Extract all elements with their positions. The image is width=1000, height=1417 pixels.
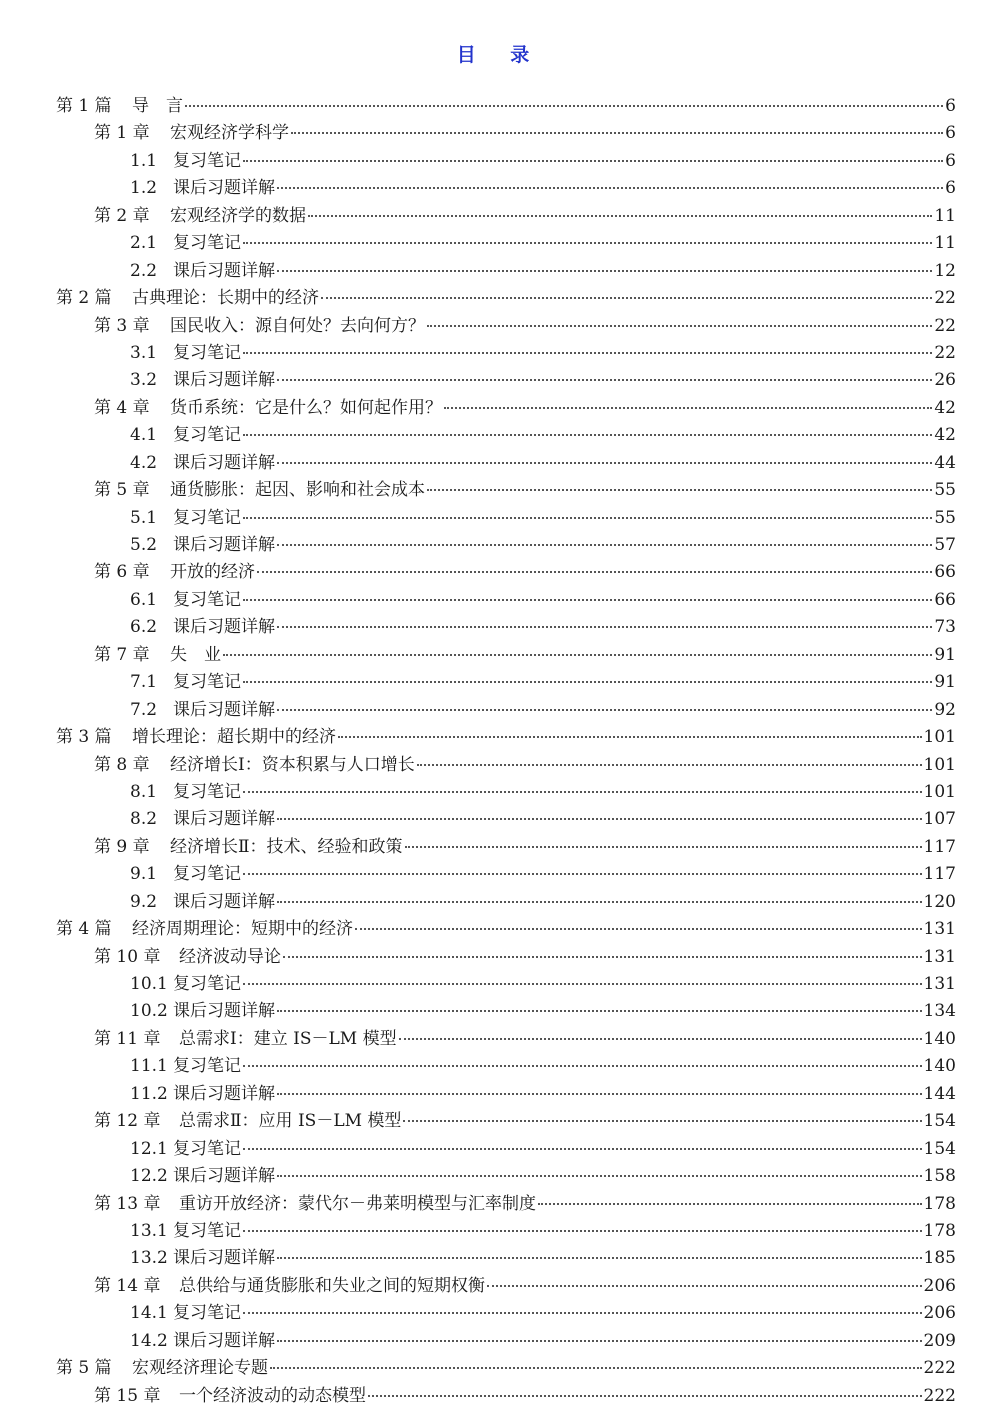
toc-section-entry[interactable] — [56, 258, 956, 285]
toc-section-entry[interactable] — [56, 175, 956, 202]
dot-leader — [277, 264, 932, 272]
toc-section-entry[interactable] — [56, 422, 956, 449]
dot-leader — [243, 428, 932, 436]
toc-entry-number: 3.1 — [130, 342, 158, 363]
dot-leader — [538, 1197, 922, 1205]
dot-leader — [277, 373, 932, 381]
toc-section-entry[interactable] — [56, 505, 956, 532]
toc-chapter-entry[interactable] — [56, 834, 956, 861]
toc-entry-label: 课后习题详解 — [173, 452, 275, 473]
toc-entry-number: 第 1 篇 — [56, 96, 112, 116]
toc-title: 目 录 — [456, 44, 544, 66]
toc-entry-label: 复习笔记 — [173, 1056, 241, 1077]
toc-page-number: 22 — [934, 342, 956, 363]
toc-chapter-entry[interactable] — [56, 752, 956, 779]
toc-entry-number: 12.1 — [130, 1138, 168, 1159]
toc-entry-number: 第 15 章 — [94, 1385, 161, 1406]
dot-leader — [243, 593, 932, 601]
toc-entry-label: 复习笔记 — [173, 342, 241, 363]
toc-chapter-entry[interactable] — [56, 559, 956, 586]
dot-leader — [283, 950, 922, 958]
toc-entry-number: 第 9 章 — [94, 836, 150, 857]
dot-leader — [277, 812, 922, 820]
toc-entry-number: 7.1 — [130, 672, 158, 693]
toc-entry-number: 9.2 — [130, 891, 158, 912]
toc-entry-number: 第 5 章 — [94, 480, 150, 501]
toc-entry-label: 总供给与通货膨胀和失业之间的短期权衡 — [179, 1275, 485, 1296]
toc-section-entry[interactable] — [56, 889, 956, 916]
toc-page-number: 178 — [923, 1220, 956, 1241]
dot-leader — [427, 483, 932, 491]
toc-page-number: 26 — [934, 370, 956, 391]
toc-entry-number: 1.2 — [130, 178, 158, 199]
toc-entry-label: 导 言 — [132, 96, 183, 116]
toc-chapter-entry[interactable] — [56, 944, 956, 971]
dot-leader — [368, 1389, 922, 1397]
toc-entry-number: 第 6 章 — [94, 562, 150, 583]
toc-entry-label: 课后习题详解 — [173, 535, 275, 555]
toc-section-entry[interactable] — [56, 669, 956, 696]
dot-leader — [277, 181, 943, 189]
toc-entry-label: 开放的经济 — [170, 562, 255, 583]
toc-entry-label: 复习笔记 — [173, 974, 241, 994]
toc-entry-number: 11.2 — [130, 1083, 168, 1104]
toc-page-number: 6 — [945, 123, 956, 144]
toc-entry-number: 1.1 — [130, 150, 158, 171]
dot-leader — [399, 1032, 922, 1040]
toc-entry-number: 第 4 篇 — [56, 919, 112, 940]
dot-leader — [355, 922, 922, 930]
dot-leader — [277, 895, 922, 903]
toc-page-number: 120 — [923, 891, 956, 912]
toc-entry-number: 7.2 — [130, 699, 158, 720]
toc-entry-number: 6.1 — [130, 589, 158, 610]
toc-page-number: 131 — [923, 919, 956, 940]
toc-entry-label: 复习笔记 — [173, 1303, 241, 1324]
toc-section-entry[interactable] — [56, 1136, 956, 1163]
toc-page-number: 73 — [934, 617, 956, 638]
toc-chapter-entry[interactable] — [56, 1026, 956, 1053]
toc-entry-number: 第 14 章 — [94, 1275, 161, 1296]
toc-entry-label: 货币系统：它是什么？如何起作用？ — [170, 397, 442, 418]
toc-entry-number: 14.1 — [130, 1303, 168, 1324]
toc-page-number: 154 — [923, 1111, 956, 1132]
toc-chapter-entry[interactable] — [56, 1273, 956, 1300]
toc-section-entry[interactable] — [56, 1245, 956, 1272]
toc-page-number: 91 — [934, 672, 956, 693]
dot-leader — [427, 319, 932, 327]
toc-chapter-entry[interactable] — [56, 1108, 956, 1135]
toc-entry-number: 第 2 篇 — [56, 288, 112, 309]
toc-page-number: 206 — [923, 1303, 956, 1324]
toc-entry-number: 第 5 篇 — [56, 1358, 112, 1379]
dot-leader — [277, 1004, 922, 1012]
toc-entry-label: 经济周期理论：短期中的经济 — [132, 919, 353, 940]
toc-section-entry[interactable] — [56, 230, 956, 257]
toc-entry-label: 课后习题详解 — [173, 617, 275, 638]
toc-page-number: 66 — [934, 589, 956, 610]
toc-entry-label: 宏观经济理论专题 — [132, 1358, 268, 1379]
toc-page-number: 42 — [934, 397, 956, 418]
dot-leader — [277, 538, 932, 546]
dot-leader — [243, 1059, 922, 1067]
toc-entry-label: 复习笔记 — [173, 864, 241, 885]
toc-chapter-entry[interactable] — [56, 1191, 956, 1218]
dot-leader — [243, 1306, 922, 1314]
dot-leader — [277, 456, 932, 464]
toc-page-number: 11 — [934, 205, 956, 226]
toc-chapter-entry[interactable] — [56, 1383, 956, 1410]
toc-page-number: 222 — [923, 1385, 956, 1406]
toc-entry-number: 第 1 章 — [94, 123, 150, 144]
dot-leader — [277, 1334, 922, 1342]
toc-entry-number: 第 3 篇 — [56, 727, 112, 748]
toc-entry-number: 14.2 — [130, 1330, 168, 1351]
toc-page-number: 134 — [923, 1001, 956, 1022]
toc-entry-number: 第 2 章 — [94, 205, 150, 226]
toc-chapter-entry[interactable] — [56, 203, 956, 230]
toc-entry-number: 3.2 — [130, 370, 158, 391]
toc-page-number: 55 — [934, 480, 956, 501]
toc-chapter-entry[interactable] — [56, 477, 956, 504]
toc-entry-number: 第 4 章 — [94, 397, 150, 418]
toc-entry-label: 复习笔记 — [173, 1220, 241, 1241]
dot-leader — [243, 675, 932, 683]
toc-entry-label: 宏观经济学的数据 — [170, 205, 306, 226]
toc-section-entry[interactable] — [56, 779, 956, 806]
toc-section-entry[interactable] — [56, 450, 956, 477]
toc-section-entry[interactable] — [56, 148, 956, 175]
dot-leader — [243, 511, 932, 519]
toc-page-number: 6 — [945, 150, 956, 171]
toc-chapter-entry[interactable] — [56, 395, 956, 422]
toc-entry-label: 总需求Ⅱ：应用 IS－LM 模型 — [179, 1111, 402, 1132]
dot-leader — [277, 1251, 922, 1259]
toc-entry-number: 第 7 章 — [94, 644, 150, 665]
toc-page-number: 22 — [934, 288, 956, 309]
toc-entry-number: 9.1 — [130, 864, 158, 885]
toc-section-entry[interactable] — [56, 1163, 956, 1190]
dot-leader — [321, 291, 932, 299]
toc-section-entry[interactable] — [56, 1328, 956, 1355]
toc-page-number: 222 — [923, 1358, 956, 1379]
toc-entry-number: 12.2 — [130, 1166, 168, 1187]
toc-entry-label: 课后习题详解 — [173, 1248, 275, 1269]
toc-entry-number: 第 11 章 — [94, 1028, 161, 1049]
toc-page-number: 209 — [923, 1330, 956, 1351]
toc-entry-number: 5.2 — [130, 535, 158, 555]
toc-part-entry[interactable] — [56, 916, 956, 943]
toc-page-number: 92 — [934, 699, 956, 720]
dot-leader — [243, 1142, 922, 1150]
toc-page-number: 206 — [923, 1275, 956, 1296]
toc-entry-label: 课后习题详解 — [173, 699, 275, 720]
toc-page-number: 158 — [923, 1166, 956, 1187]
toc-section-entry[interactable] — [56, 806, 956, 833]
toc-entry-label: 增长理论：超长期中的经济 — [132, 727, 336, 748]
toc-section-entry[interactable] — [56, 587, 956, 614]
toc-page-number: 140 — [923, 1028, 956, 1049]
toc-part-entry[interactable] — [56, 93, 956, 120]
dot-leader — [257, 565, 932, 573]
dot-leader — [243, 785, 922, 793]
dot-leader — [403, 1114, 921, 1122]
toc-page-number: 42 — [934, 425, 956, 446]
toc-page-number: 6 — [945, 96, 956, 116]
toc-entry-label: 复习笔记 — [173, 507, 241, 528]
toc-page-number: 91 — [934, 644, 956, 665]
dot-leader — [277, 1169, 922, 1177]
toc-entry-number: 8.1 — [130, 781, 158, 802]
toc-page-number: 101 — [923, 754, 956, 775]
toc-page-number: 185 — [923, 1248, 956, 1269]
dot-leader — [243, 1224, 922, 1232]
toc-section-entry[interactable] — [56, 697, 956, 724]
table-of-contents — [56, 93, 956, 1410]
toc-entry-label: 国民收入：源自何处？去向何方？ — [170, 315, 425, 336]
toc-entry-label: 复习笔记 — [173, 233, 241, 254]
toc-page-number: 154 — [923, 1138, 956, 1159]
toc-page-number: 6 — [945, 178, 956, 199]
dot-leader — [417, 758, 922, 766]
toc-page-number: 144 — [923, 1083, 956, 1104]
dot-leader — [308, 209, 932, 217]
toc-entry-label: 复习笔记 — [173, 589, 241, 610]
toc-entry-label: 复习笔记 — [173, 425, 241, 446]
toc-page-number: 101 — [923, 727, 956, 748]
toc-entry-number: 10.2 — [130, 1001, 168, 1022]
toc-entry-label: 课后习题详解 — [173, 260, 275, 281]
dot-leader — [405, 840, 922, 848]
toc-entry-label: 复习笔记 — [173, 672, 241, 693]
toc-entry-number: 第 13 章 — [94, 1193, 161, 1214]
toc-entry-number: 第 12 章 — [94, 1111, 161, 1132]
dot-leader — [444, 401, 932, 409]
dot-leader — [338, 730, 922, 738]
toc-entry-number: 11.1 — [130, 1056, 168, 1077]
dot-leader — [277, 703, 932, 711]
toc-entry-number: 第 8 章 — [94, 754, 150, 775]
toc-page-number: 117 — [923, 836, 956, 857]
toc-page-number: 66 — [934, 562, 956, 583]
toc-entry-label: 课后习题详解 — [173, 1166, 275, 1187]
toc-entry-number: 4.2 — [130, 452, 158, 473]
toc-entry-label: 课后习题详解 — [173, 891, 275, 912]
toc-entry-number: 2.1 — [130, 233, 158, 254]
toc-entry-label: 课后习题详解 — [173, 178, 275, 199]
dot-leader — [270, 1361, 922, 1369]
toc-entry-label: 课后习题详解 — [173, 370, 275, 391]
toc-page-number: 22 — [934, 315, 956, 336]
toc-section-entry[interactable] — [56, 861, 956, 888]
toc-page-number: 117 — [923, 864, 956, 885]
toc-page-number: 55 — [934, 507, 956, 528]
toc-section-entry[interactable] — [56, 998, 956, 1025]
dot-leader — [487, 1279, 922, 1287]
dot-leader — [243, 867, 922, 875]
dot-leader — [277, 1087, 922, 1095]
toc-page-number: 57 — [934, 535, 956, 555]
dot-leader — [277, 620, 932, 628]
dot-leader — [243, 154, 943, 162]
toc-entry-number: 8.2 — [130, 809, 158, 830]
toc-entry-number: 13.1 — [130, 1220, 168, 1241]
dot-leader — [185, 99, 943, 107]
toc-entry-label: 课后习题详解 — [173, 1083, 275, 1104]
toc-entry-label: 经济增长Ⅰ：资本积累与人口增长 — [170, 754, 415, 775]
toc-entry-label: 课后习题详解 — [173, 809, 275, 830]
toc-section-entry[interactable] — [56, 1053, 956, 1080]
toc-page-number: 107 — [923, 809, 956, 830]
toc-section-entry[interactable] — [56, 532, 956, 559]
toc-entry-label: 课后习题详解 — [173, 1330, 275, 1351]
toc-page-number: 11 — [934, 233, 956, 254]
dot-leader — [243, 236, 932, 244]
toc-page-number: 178 — [923, 1193, 956, 1214]
toc-section-entry[interactable] — [56, 1300, 956, 1327]
toc-entry-number: 2.2 — [130, 260, 158, 281]
toc-entry-number: 5.1 — [130, 507, 158, 528]
toc-section-entry[interactable] — [56, 614, 956, 641]
toc-entry-number: 第 3 章 — [94, 315, 150, 336]
toc-page-number: 131 — [923, 974, 956, 994]
toc-entry-label: 复习笔记 — [173, 150, 241, 171]
toc-entry-label: 一个经济波动的动态模型 — [179, 1385, 366, 1406]
toc-page-number: 101 — [923, 781, 956, 802]
toc-part-entry[interactable] — [56, 724, 956, 751]
toc-entry-number: 4.1 — [130, 425, 158, 446]
toc-chapter-entry[interactable] — [56, 313, 956, 340]
toc-entry-number: 6.2 — [130, 617, 158, 638]
toc-entry-label: 复习笔记 — [173, 781, 241, 802]
toc-entry-label: 古典理论：长期中的经济 — [132, 288, 319, 309]
toc-entry-label: 失 业 — [170, 644, 221, 665]
toc-page-number: 140 — [923, 1056, 956, 1077]
toc-entry-number: 第 10 章 — [94, 946, 161, 967]
toc-section-entry[interactable] — [56, 340, 956, 367]
toc-entry-label: 重访开放经济：蒙代尔－弗莱明模型与汇率制度 — [179, 1193, 536, 1214]
toc-part-entry[interactable] — [56, 285, 956, 312]
toc-section-entry[interactable] — [56, 367, 956, 394]
toc-entry-label: 复习笔记 — [173, 1138, 241, 1159]
toc-page-number: 44 — [934, 452, 956, 473]
toc-page-number: 131 — [923, 946, 956, 967]
toc-entry-label: 经济波动导论 — [179, 946, 281, 967]
toc-entry-label: 宏观经济学科学 — [170, 123, 289, 144]
toc-section-entry[interactable] — [56, 1081, 956, 1108]
toc-chapter-entry[interactable] — [56, 120, 956, 147]
dot-leader — [223, 648, 932, 656]
toc-chapter-entry[interactable] — [56, 642, 956, 669]
toc-entry-number: 13.2 — [130, 1248, 168, 1269]
dot-leader — [291, 126, 943, 134]
toc-entry-label: 经济增长Ⅱ：技术、经验和政策 — [170, 836, 403, 857]
toc-section-entry[interactable] — [56, 971, 956, 998]
toc-part-entry[interactable] — [56, 1355, 956, 1382]
toc-entry-label: 通货膨胀：起因、影响和社会成本 — [170, 480, 425, 501]
toc-section-entry[interactable] — [56, 1218, 956, 1245]
toc-entry-label: 总需求Ⅰ：建立 IS－LM 模型 — [179, 1028, 397, 1049]
dot-leader — [243, 346, 932, 354]
toc-page-number: 12 — [934, 260, 956, 281]
toc-entry-label: 课后习题详解 — [173, 1001, 275, 1022]
dot-leader — [243, 977, 922, 985]
toc-entry-number: 10.1 — [130, 974, 168, 994]
